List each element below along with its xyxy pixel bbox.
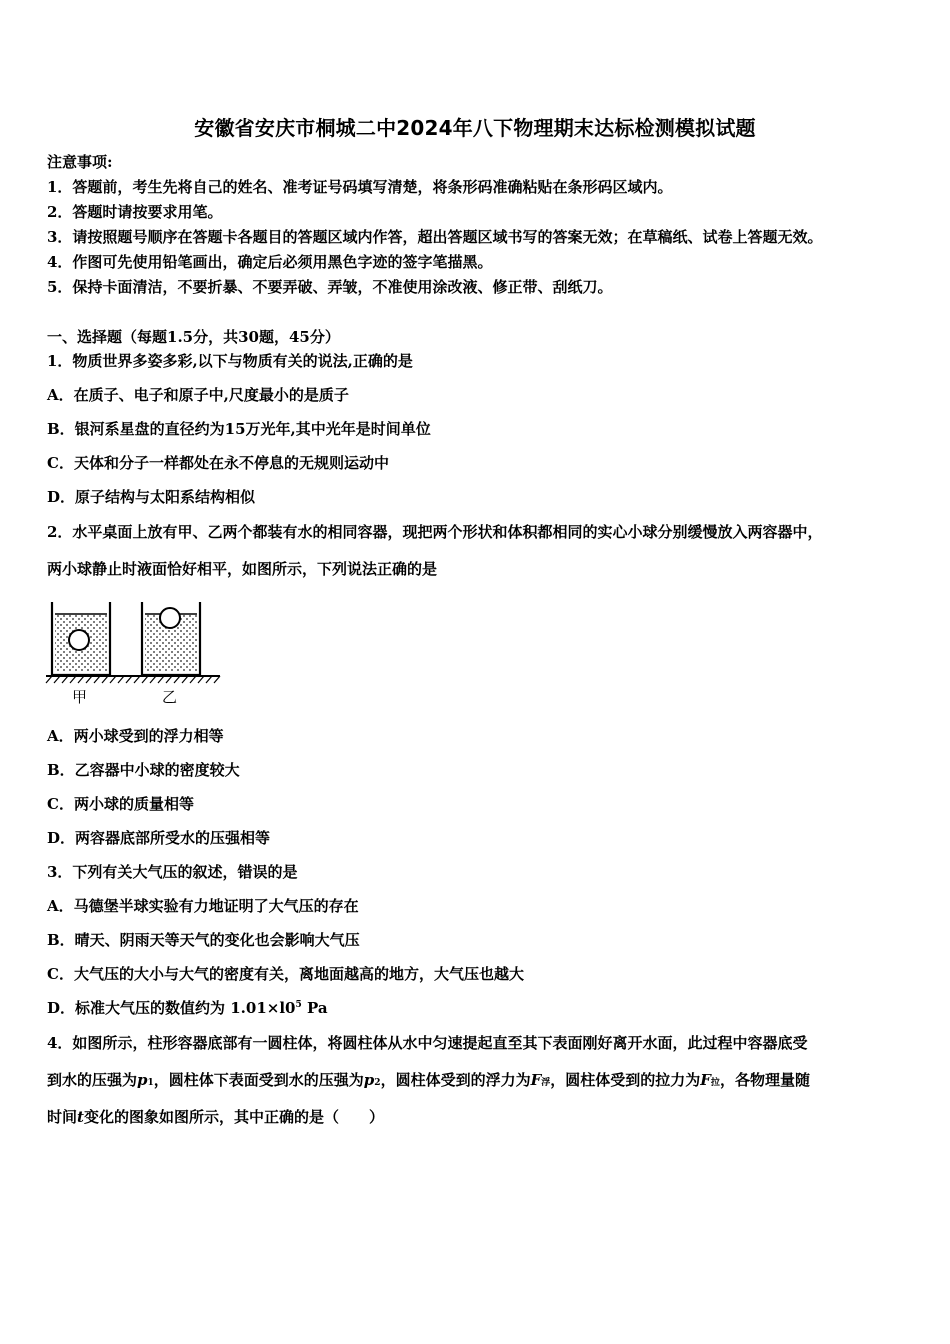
container-yi — [142, 602, 200, 675]
q4-text: ，圆柱体受到的拉力为 — [550, 1071, 701, 1089]
notice-item: 3．请按照题号顺序在答题卡各题目的答题区域内作答，超出答题区域书写的答案无效；在草稿纸、试卷上答题无效。 — [47, 228, 823, 246]
symbol-f-pull: F — [700, 1071, 711, 1089]
q2-option-d: D．两容器底部所受水的压强相等 — [47, 829, 271, 847]
q2-option-c: C．两小球的质量相等 — [47, 795, 194, 813]
page-title: 安徽省安庆市桐城二中2024年八下物理期末达标检测模拟试题 — [194, 116, 756, 140]
q4-stem-line1: 4．如图所示，柱形容器底部有一圆柱体，将圆柱体从水中匀速提起直至其下表面刚好离开水面，此过程中容器底受 — [47, 1034, 808, 1052]
q3-option-b: B．晴天、阴雨天等天气的变化也会影响大气压 — [47, 931, 360, 949]
unit: Pa — [301, 999, 328, 1017]
notice-item: 4．作图可先使用铅笔画出，确定后必须用黑色字迹的签字笔描黑。 — [47, 253, 493, 271]
q3-option-d — [47, 998, 328, 1018]
exponent: 5 — [295, 1000, 302, 1010]
subscript: 浮 — [541, 1078, 551, 1088]
ball-yi — [160, 608, 180, 628]
symbol-p1: p — [137, 1071, 148, 1089]
q3-stem: 3．下列有关大气压的叙述，错误的是 — [47, 863, 298, 881]
subscript: 1 — [147, 1078, 154, 1088]
q2-stem-line1: 2．水平桌面上放有甲、乙两个都装有水的相同容器，现把两个形状和体积都相同的实心小球分别缓慢放入两容器中， — [47, 523, 823, 541]
q4-text: 变化的图象如图所示，其中正确的是（ ） — [83, 1108, 384, 1126]
q1-option-b: B．银河系星盘的直径约为15万光年,其中光年是时间单位 — [47, 420, 431, 438]
q1-option-d: D．原子结构与太阳系结构相似 — [47, 488, 256, 506]
q4-text: 到水的压强为 — [47, 1071, 138, 1089]
q2-option-b: B．乙容器中小球的密度较大 — [47, 761, 240, 779]
table-surface — [46, 676, 220, 683]
q4-text: ，各物理量随 — [719, 1071, 810, 1089]
symbol-f-buoyancy: F — [530, 1071, 542, 1089]
q4-text: ，圆柱体下表面受到水的压强为 — [153, 1071, 364, 1089]
q3-option-a: A．马德堡半球实验有力地证明了大气压的存在 — [47, 897, 359, 915]
symbol-t: t — [77, 1108, 84, 1126]
container-jia — [52, 602, 110, 675]
q4-text: ，圆柱体受到的浮力为 — [380, 1071, 531, 1089]
q4-stem-line2 — [47, 1070, 810, 1093]
q2-option-a: A．两小球受到的浮力相等 — [47, 727, 224, 745]
q1-option-a: A．在质子、电子和原子中,尺度最小的是质子 — [47, 386, 349, 404]
notice-item: 2．答题时请按要求用笔。 — [47, 203, 223, 221]
subscript: 2 — [374, 1078, 381, 1088]
q2-figure — [44, 596, 224, 708]
q1-stem: 1．物质世界多姿多彩,以下与物质有关的说法,正确的是 — [47, 352, 413, 370]
subscript: 拉 — [710, 1078, 720, 1088]
q2-stem-line2: 两小球静止时液面恰好相平，如图所示，下列说法正确的是 — [47, 560, 438, 578]
notice-item: 1．答题前，考生先将自己的姓名、准考证号码填写清楚，将条形码准确粘贴在条形码区域内。 — [47, 178, 673, 196]
label-yi: 乙 — [162, 688, 178, 706]
ball-jia — [69, 630, 89, 650]
q3-option-c: C．大气压的大小与大气的密度有关，离地面越高的地方，大气压也越大 — [47, 965, 524, 983]
notice-heading: 注意事项: — [47, 153, 113, 171]
q4-text: 时间 — [47, 1108, 78, 1126]
q4-stem-line3 — [47, 1107, 384, 1127]
notice-item: 5．保持卡面清洁，不要折暴、不要弄破、弄皱，不准使用涂改液、修正带、刮纸刀。 — [47, 278, 613, 296]
q3-option-d-text: D．标准大气压的数值约为 1.01×l0 — [47, 999, 296, 1017]
label-jia: 甲 — [72, 688, 88, 706]
q1-option-c: C．天体和分子一样都处在永不停息的无规则运动中 — [47, 454, 389, 472]
section-heading: 一、选择题（每题1.5分，共30题，45分） — [47, 328, 340, 346]
symbol-p2: p — [363, 1071, 375, 1089]
